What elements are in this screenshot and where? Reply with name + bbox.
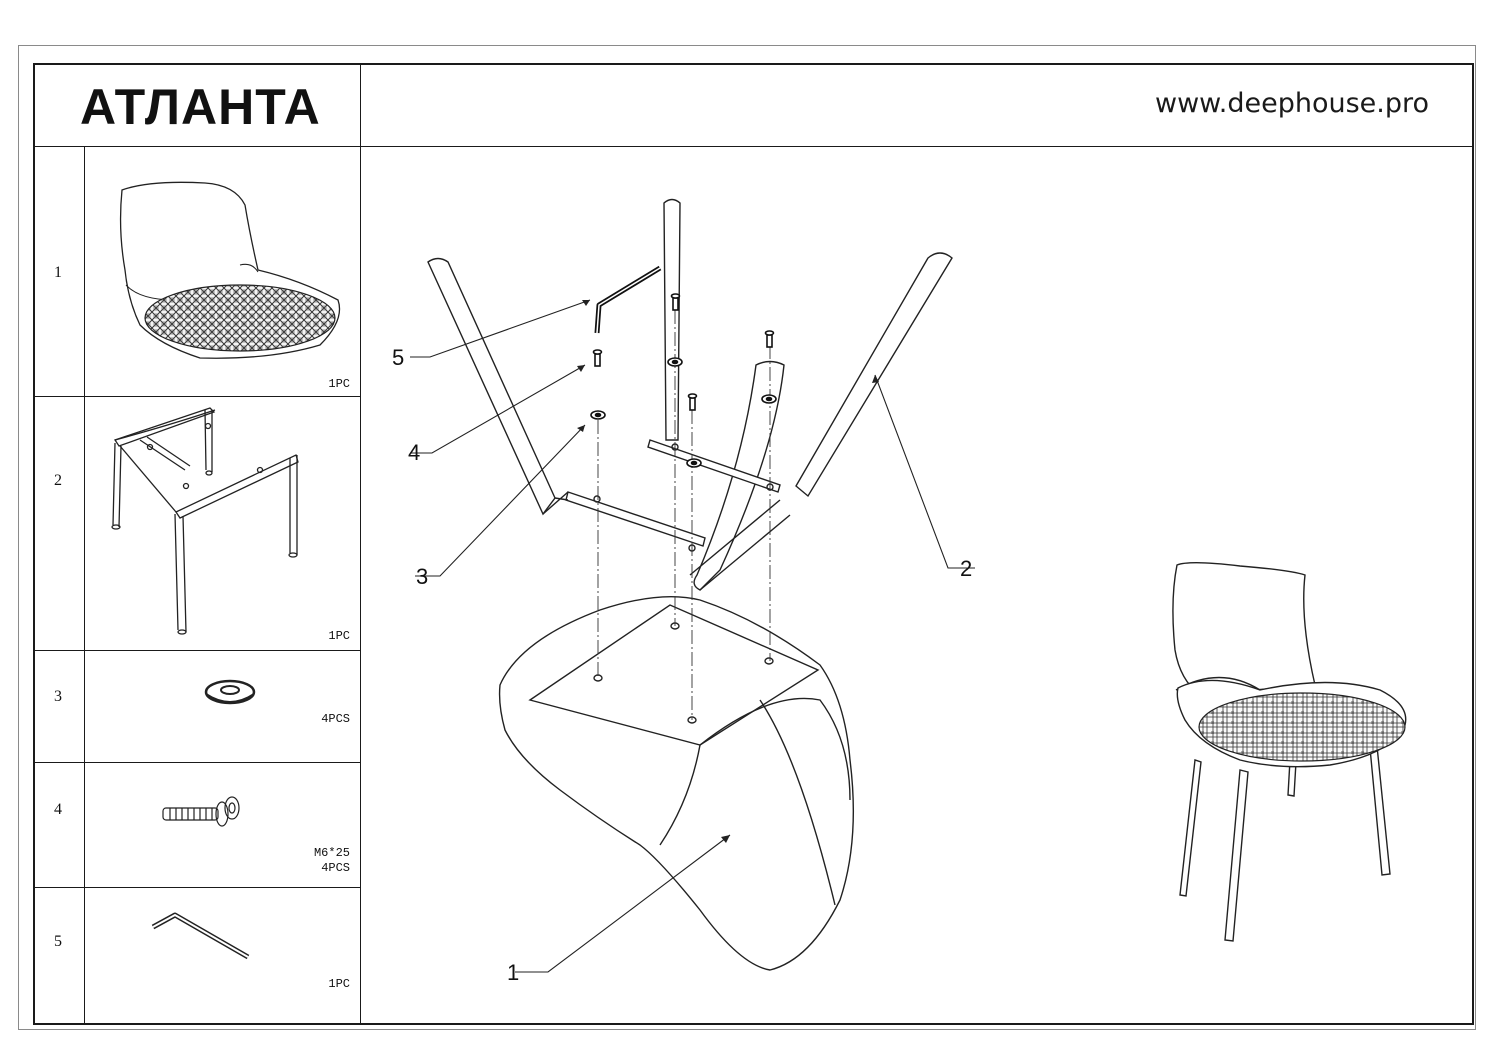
part-quantity: 1PC xyxy=(328,629,350,643)
part-number: 5 xyxy=(54,933,62,950)
callout-label: 4 xyxy=(408,440,421,465)
callout-label: 1 xyxy=(507,960,520,985)
part-quantity: 1PC xyxy=(328,977,350,991)
part-number: 1 xyxy=(54,264,62,281)
callout-label: 2 xyxy=(960,556,973,581)
part-quantity: 4PCS xyxy=(321,861,350,875)
part-size: M6*25 xyxy=(313,846,350,860)
part-number: 3 xyxy=(54,688,62,705)
page-title: АТЛАНТА xyxy=(80,79,321,135)
part-number: 2 xyxy=(54,472,62,489)
part-quantity: 4PCS xyxy=(321,712,350,726)
part-number: 4 xyxy=(54,801,62,818)
part-quantity: 1PC xyxy=(328,377,350,391)
website-url: www.deephouse.pro xyxy=(1155,88,1430,119)
callout-label: 3 xyxy=(416,564,429,589)
callout-label: 5 xyxy=(392,345,405,370)
